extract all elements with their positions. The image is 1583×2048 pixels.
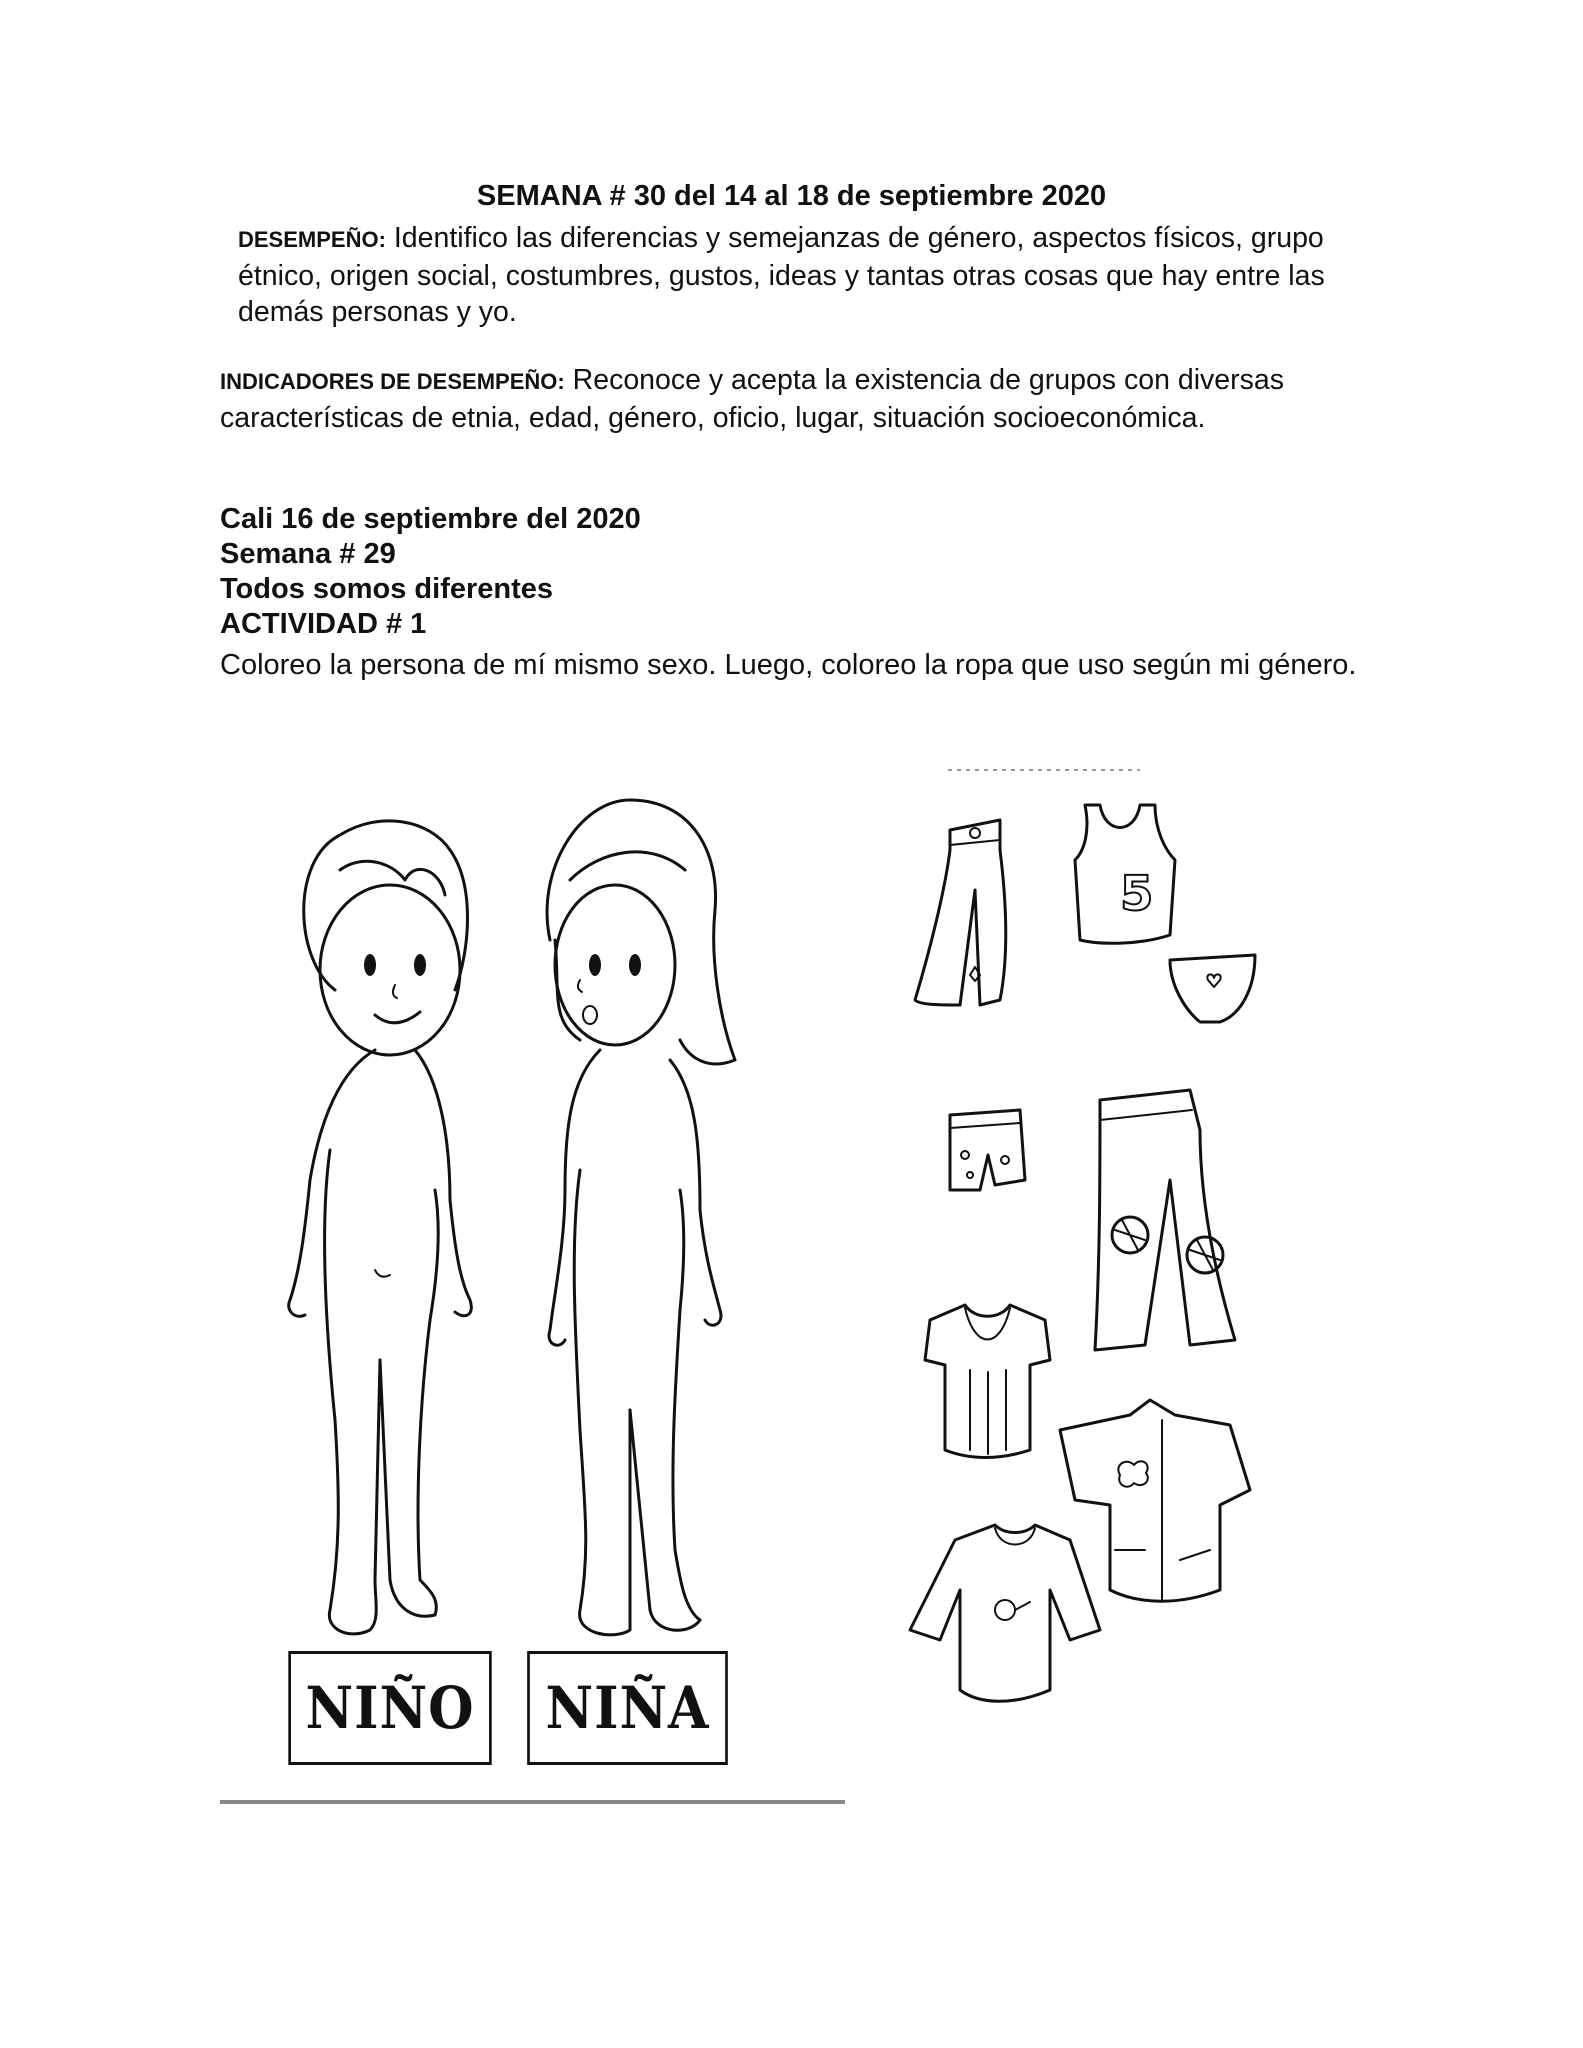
activity-title: ACTIVIDAD # 1 bbox=[220, 608, 427, 640]
desempeno-label: DESEMPEÑO: bbox=[238, 227, 386, 252]
boy-label-box: NIÑO bbox=[288, 1651, 491, 1765]
flared-pants-icon bbox=[915, 820, 1006, 1005]
girl-figure bbox=[520, 790, 750, 1650]
tank-top-icon bbox=[1075, 805, 1175, 943]
blouse-icon bbox=[925, 1305, 1050, 1458]
indicadores-label: INDICADORES DE DESEMPEÑO: bbox=[220, 369, 565, 394]
activity-topic: Todos somos diferentes bbox=[220, 573, 554, 605]
desempeno-text: Identifico las diferencias y semejanzas de género, aspectos físicos, grupo étnico, origen social, costumbres, gustos, ideas y tantas otras cosas que hay entre las demás personas y yo. bbox=[238, 222, 1325, 328]
indicadores-text: Reconoce y acepta la existencia de grupos con diversas características de etnia, edad, género, oficio, lugar, situación socioeconómica. bbox=[220, 364, 1284, 434]
activity-block bbox=[220, 502, 1420, 686]
indicadores-block bbox=[220, 362, 1360, 436]
boy-figure bbox=[280, 800, 510, 1650]
activity-instruction: Coloreo la persona de mí mismo sexo. Luego, coloreo la ropa que uso según mi género. bbox=[220, 649, 1357, 681]
desempeno-block bbox=[238, 220, 1358, 330]
activity-date: Cali 16 de septiembre del 2020 bbox=[220, 503, 641, 535]
shorts-icon bbox=[950, 1110, 1025, 1190]
girl-label-box: NIÑA bbox=[527, 1651, 728, 1765]
clothing-illustration bbox=[900, 760, 1300, 1710]
jacket-icon bbox=[1060, 1400, 1250, 1601]
shirt-number: 5 bbox=[1120, 866, 1154, 922]
patched-jeans-icon bbox=[1095, 1090, 1235, 1350]
divider-line bbox=[220, 1800, 845, 1804]
activity-week: Semana # 29 bbox=[220, 538, 396, 570]
sweatshirt-icon bbox=[910, 1525, 1100, 1701]
week-title: SEMANA # 30 del 14 al 18 de septiembre 2020 bbox=[476, 180, 1107, 212]
underpants-icon bbox=[1170, 955, 1255, 1022]
